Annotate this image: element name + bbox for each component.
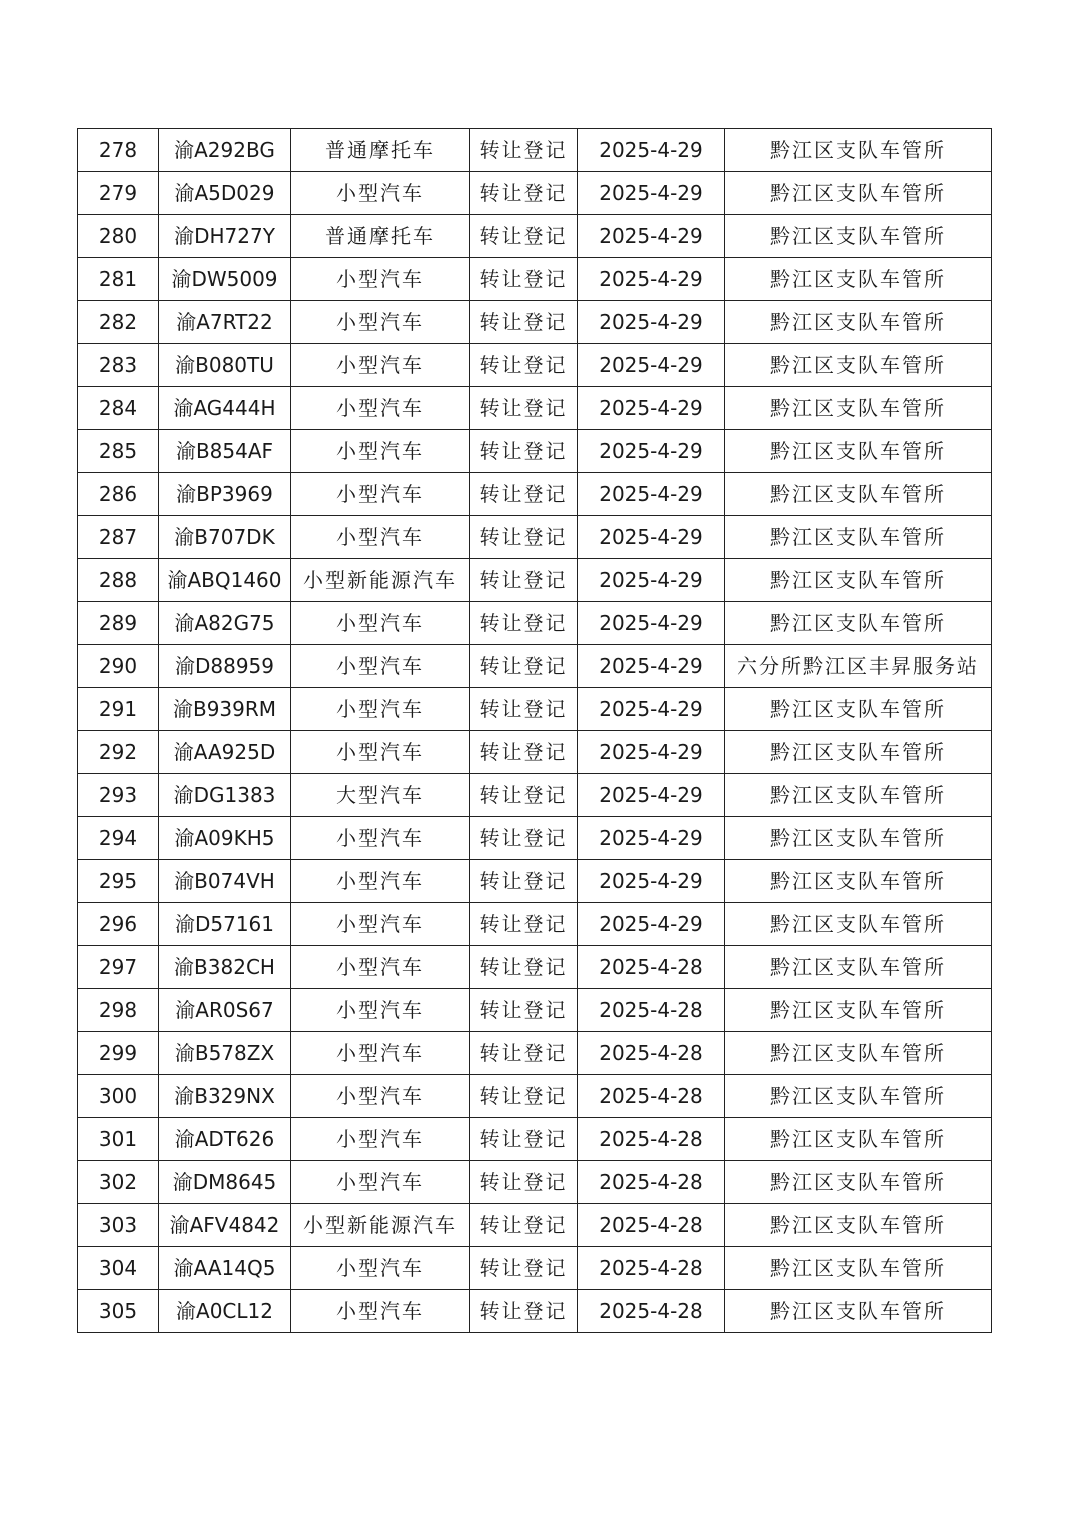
cell-office: 黔江区支队车管所 bbox=[725, 1290, 992, 1333]
table-row bbox=[78, 1204, 992, 1247]
cell-business-type: 转让登记 bbox=[470, 1118, 578, 1161]
cell-date: 2025-4-28 bbox=[578, 989, 725, 1032]
cell-business-type: 转让登记 bbox=[470, 989, 578, 1032]
cell-plate-number: 渝B854AF bbox=[159, 430, 291, 473]
cell-vehicle-type: 小型汽车 bbox=[291, 344, 470, 387]
cell-business-type: 转让登记 bbox=[470, 1247, 578, 1290]
cell-office: 黔江区支队车管所 bbox=[725, 387, 992, 430]
cell-serial-number: 289 bbox=[78, 602, 159, 645]
cell-office: 黔江区支队车管所 bbox=[725, 602, 992, 645]
cell-plate-number: 渝AA14Q5 bbox=[159, 1247, 291, 1290]
cell-date: 2025-4-28 bbox=[578, 1075, 725, 1118]
cell-serial-number: 291 bbox=[78, 688, 159, 731]
cell-date: 2025-4-28 bbox=[578, 1118, 725, 1161]
cell-vehicle-type: 普通摩托车 bbox=[291, 129, 470, 172]
cell-date: 2025-4-29 bbox=[578, 215, 725, 258]
cell-office: 黔江区支队车管所 bbox=[725, 774, 992, 817]
table-row bbox=[78, 903, 992, 946]
cell-date: 2025-4-29 bbox=[578, 559, 725, 602]
cell-business-type: 转让登记 bbox=[470, 559, 578, 602]
cell-vehicle-type: 小型汽车 bbox=[291, 1247, 470, 1290]
vehicle-transfer-table bbox=[77, 128, 992, 1333]
cell-date: 2025-4-29 bbox=[578, 645, 725, 688]
cell-business-type: 转让登记 bbox=[470, 1290, 578, 1333]
table-row bbox=[78, 989, 992, 1032]
cell-vehicle-type: 小型新能源汽车 bbox=[291, 1204, 470, 1247]
cell-business-type: 转让登记 bbox=[470, 1161, 578, 1204]
cell-office: 黔江区支队车管所 bbox=[725, 1032, 992, 1075]
cell-date: 2025-4-29 bbox=[578, 387, 725, 430]
cell-office: 黔江区支队车管所 bbox=[725, 301, 992, 344]
cell-business-type: 转让登记 bbox=[470, 817, 578, 860]
table-row bbox=[78, 516, 992, 559]
cell-vehicle-type: 小型新能源汽车 bbox=[291, 559, 470, 602]
cell-date: 2025-4-29 bbox=[578, 688, 725, 731]
cell-serial-number: 293 bbox=[78, 774, 159, 817]
cell-business-type: 转让登记 bbox=[470, 731, 578, 774]
table-row bbox=[78, 258, 992, 301]
cell-office: 黔江区支队车管所 bbox=[725, 215, 992, 258]
cell-plate-number: 渝ABQ1460 bbox=[159, 559, 291, 602]
cell-office: 黔江区支队车管所 bbox=[725, 903, 992, 946]
cell-date: 2025-4-29 bbox=[578, 258, 725, 301]
table-row bbox=[78, 172, 992, 215]
cell-business-type: 转让登记 bbox=[470, 301, 578, 344]
cell-office: 黔江区支队车管所 bbox=[725, 258, 992, 301]
cell-date: 2025-4-29 bbox=[578, 774, 725, 817]
cell-vehicle-type: 小型汽车 bbox=[291, 516, 470, 559]
cell-vehicle-type: 小型汽车 bbox=[291, 688, 470, 731]
cell-office: 黔江区支队车管所 bbox=[725, 172, 992, 215]
table-row bbox=[78, 1032, 992, 1075]
table-row bbox=[78, 774, 992, 817]
cell-serial-number: 285 bbox=[78, 430, 159, 473]
cell-vehicle-type: 小型汽车 bbox=[291, 1161, 470, 1204]
cell-business-type: 转让登记 bbox=[470, 172, 578, 215]
cell-date: 2025-4-29 bbox=[578, 430, 725, 473]
cell-date: 2025-4-28 bbox=[578, 946, 725, 989]
cell-serial-number: 284 bbox=[78, 387, 159, 430]
table-row bbox=[78, 387, 992, 430]
cell-vehicle-type: 小型汽车 bbox=[291, 903, 470, 946]
cell-vehicle-type: 小型汽车 bbox=[291, 387, 470, 430]
cell-date: 2025-4-28 bbox=[578, 1161, 725, 1204]
cell-business-type: 转让登记 bbox=[470, 129, 578, 172]
cell-serial-number: 288 bbox=[78, 559, 159, 602]
cell-business-type: 转让登记 bbox=[470, 1032, 578, 1075]
cell-business-type: 转让登记 bbox=[470, 430, 578, 473]
cell-office: 六分所黔江区丰昇服务站 bbox=[725, 645, 992, 688]
cell-date: 2025-4-29 bbox=[578, 516, 725, 559]
cell-office: 黔江区支队车管所 bbox=[725, 559, 992, 602]
table-row bbox=[78, 645, 992, 688]
table-row bbox=[78, 1161, 992, 1204]
cell-business-type: 转让登记 bbox=[470, 344, 578, 387]
table-row bbox=[78, 301, 992, 344]
table-body bbox=[78, 129, 992, 1333]
cell-vehicle-type: 小型汽车 bbox=[291, 1118, 470, 1161]
cell-business-type: 转让登记 bbox=[470, 688, 578, 731]
cell-office: 黔江区支队车管所 bbox=[725, 946, 992, 989]
cell-office: 黔江区支队车管所 bbox=[725, 473, 992, 516]
table-row bbox=[78, 1075, 992, 1118]
cell-office: 黔江区支队车管所 bbox=[725, 688, 992, 731]
cell-date: 2025-4-28 bbox=[578, 1247, 725, 1290]
cell-vehicle-type: 小型汽车 bbox=[291, 602, 470, 645]
cell-serial-number: 303 bbox=[78, 1204, 159, 1247]
cell-office: 黔江区支队车管所 bbox=[725, 344, 992, 387]
cell-office: 黔江区支队车管所 bbox=[725, 731, 992, 774]
cell-vehicle-type: 大型汽车 bbox=[291, 774, 470, 817]
cell-business-type: 转让登记 bbox=[470, 903, 578, 946]
cell-office: 黔江区支队车管所 bbox=[725, 1118, 992, 1161]
table-row bbox=[78, 473, 992, 516]
cell-date: 2025-4-29 bbox=[578, 301, 725, 344]
cell-plate-number: 渝D57161 bbox=[159, 903, 291, 946]
cell-business-type: 转让登记 bbox=[470, 387, 578, 430]
cell-plate-number: 渝A09KH5 bbox=[159, 817, 291, 860]
cell-plate-number: 渝B707DK bbox=[159, 516, 291, 559]
cell-serial-number: 298 bbox=[78, 989, 159, 1032]
cell-date: 2025-4-29 bbox=[578, 473, 725, 516]
cell-plate-number: 渝AFV4842 bbox=[159, 1204, 291, 1247]
cell-serial-number: 281 bbox=[78, 258, 159, 301]
cell-vehicle-type: 小型汽车 bbox=[291, 989, 470, 1032]
cell-plate-number: 渝DW5009 bbox=[159, 258, 291, 301]
table-row bbox=[78, 817, 992, 860]
table-row bbox=[78, 731, 992, 774]
cell-business-type: 转让登记 bbox=[470, 1075, 578, 1118]
cell-serial-number: 301 bbox=[78, 1118, 159, 1161]
cell-date: 2025-4-29 bbox=[578, 344, 725, 387]
cell-vehicle-type: 小型汽车 bbox=[291, 1290, 470, 1333]
cell-vehicle-type: 小型汽车 bbox=[291, 258, 470, 301]
table-row bbox=[78, 344, 992, 387]
cell-date: 2025-4-29 bbox=[578, 860, 725, 903]
cell-plate-number: 渝A292BG bbox=[159, 129, 291, 172]
cell-business-type: 转让登记 bbox=[470, 516, 578, 559]
table-row bbox=[78, 946, 992, 989]
cell-serial-number: 279 bbox=[78, 172, 159, 215]
cell-vehicle-type: 小型汽车 bbox=[291, 731, 470, 774]
cell-date: 2025-4-29 bbox=[578, 129, 725, 172]
cell-business-type: 转让登记 bbox=[470, 473, 578, 516]
cell-date: 2025-4-29 bbox=[578, 731, 725, 774]
cell-serial-number: 297 bbox=[78, 946, 159, 989]
cell-vehicle-type: 普通摩托车 bbox=[291, 215, 470, 258]
cell-vehicle-type: 小型汽车 bbox=[291, 817, 470, 860]
table-row bbox=[78, 860, 992, 903]
cell-date: 2025-4-29 bbox=[578, 903, 725, 946]
cell-plate-number: 渝D88959 bbox=[159, 645, 291, 688]
table-row bbox=[78, 1290, 992, 1333]
cell-date: 2025-4-28 bbox=[578, 1204, 725, 1247]
cell-serial-number: 299 bbox=[78, 1032, 159, 1075]
cell-office: 黔江区支队车管所 bbox=[725, 129, 992, 172]
cell-plate-number: 渝B578ZX bbox=[159, 1032, 291, 1075]
cell-vehicle-type: 小型汽车 bbox=[291, 1075, 470, 1118]
cell-business-type: 转让登记 bbox=[470, 1204, 578, 1247]
table-row bbox=[78, 129, 992, 172]
cell-vehicle-type: 小型汽车 bbox=[291, 860, 470, 903]
cell-serial-number: 294 bbox=[78, 817, 159, 860]
cell-office: 黔江区支队车管所 bbox=[725, 516, 992, 559]
cell-serial-number: 295 bbox=[78, 860, 159, 903]
cell-business-type: 转让登记 bbox=[470, 215, 578, 258]
cell-vehicle-type: 小型汽车 bbox=[291, 1032, 470, 1075]
cell-plate-number: 渝AA925D bbox=[159, 731, 291, 774]
table-row bbox=[78, 1247, 992, 1290]
cell-serial-number: 290 bbox=[78, 645, 159, 688]
cell-serial-number: 286 bbox=[78, 473, 159, 516]
cell-plate-number: 渝AR0S67 bbox=[159, 989, 291, 1032]
cell-office: 黔江区支队车管所 bbox=[725, 817, 992, 860]
cell-plate-number: 渝A82G75 bbox=[159, 602, 291, 645]
cell-serial-number: 304 bbox=[78, 1247, 159, 1290]
table-row bbox=[78, 215, 992, 258]
cell-plate-number: 渝A5D029 bbox=[159, 172, 291, 215]
cell-date: 2025-4-28 bbox=[578, 1290, 725, 1333]
cell-serial-number: 278 bbox=[78, 129, 159, 172]
cell-vehicle-type: 小型汽车 bbox=[291, 172, 470, 215]
cell-serial-number: 283 bbox=[78, 344, 159, 387]
cell-plate-number: 渝B329NX bbox=[159, 1075, 291, 1118]
cell-office: 黔江区支队车管所 bbox=[725, 430, 992, 473]
cell-office: 黔江区支队车管所 bbox=[725, 1075, 992, 1118]
cell-vehicle-type: 小型汽车 bbox=[291, 473, 470, 516]
table-row bbox=[78, 688, 992, 731]
cell-plate-number: 渝ADT626 bbox=[159, 1118, 291, 1161]
cell-business-type: 转让登记 bbox=[470, 946, 578, 989]
cell-vehicle-type: 小型汽车 bbox=[291, 301, 470, 344]
cell-plate-number: 渝A0CL12 bbox=[159, 1290, 291, 1333]
cell-date: 2025-4-28 bbox=[578, 1032, 725, 1075]
cell-vehicle-type: 小型汽车 bbox=[291, 645, 470, 688]
cell-serial-number: 305 bbox=[78, 1290, 159, 1333]
cell-date: 2025-4-29 bbox=[578, 172, 725, 215]
cell-date: 2025-4-29 bbox=[578, 817, 725, 860]
cell-business-type: 转让登记 bbox=[470, 258, 578, 301]
cell-business-type: 转让登记 bbox=[470, 602, 578, 645]
cell-vehicle-type: 小型汽车 bbox=[291, 430, 470, 473]
cell-plate-number: 渝AG444H bbox=[159, 387, 291, 430]
cell-date: 2025-4-29 bbox=[578, 602, 725, 645]
cell-plate-number: 渝DM8645 bbox=[159, 1161, 291, 1204]
cell-serial-number: 287 bbox=[78, 516, 159, 559]
table-row bbox=[78, 430, 992, 473]
cell-serial-number: 302 bbox=[78, 1161, 159, 1204]
cell-plate-number: 渝B939RM bbox=[159, 688, 291, 731]
cell-office: 黔江区支队车管所 bbox=[725, 1204, 992, 1247]
cell-office: 黔江区支队车管所 bbox=[725, 1247, 992, 1290]
cell-office: 黔江区支队车管所 bbox=[725, 1161, 992, 1204]
cell-business-type: 转让登记 bbox=[470, 860, 578, 903]
cell-plate-number: 渝B080TU bbox=[159, 344, 291, 387]
cell-serial-number: 300 bbox=[78, 1075, 159, 1118]
table-row bbox=[78, 559, 992, 602]
cell-business-type: 转让登记 bbox=[470, 645, 578, 688]
cell-vehicle-type: 小型汽车 bbox=[291, 946, 470, 989]
cell-business-type: 转让登记 bbox=[470, 774, 578, 817]
cell-office: 黔江区支队车管所 bbox=[725, 989, 992, 1032]
table-row bbox=[78, 1118, 992, 1161]
table-row bbox=[78, 602, 992, 645]
cell-office: 黔江区支队车管所 bbox=[725, 860, 992, 903]
cell-plate-number: 渝DH727Y bbox=[159, 215, 291, 258]
cell-serial-number: 280 bbox=[78, 215, 159, 258]
cell-plate-number: 渝A7RT22 bbox=[159, 301, 291, 344]
cell-plate-number: 渝DG1383 bbox=[159, 774, 291, 817]
cell-plate-number: 渝B382CH bbox=[159, 946, 291, 989]
cell-serial-number: 292 bbox=[78, 731, 159, 774]
cell-plate-number: 渝BP3969 bbox=[159, 473, 291, 516]
cell-plate-number: 渝B074VH bbox=[159, 860, 291, 903]
cell-serial-number: 282 bbox=[78, 301, 159, 344]
cell-serial-number: 296 bbox=[78, 903, 159, 946]
